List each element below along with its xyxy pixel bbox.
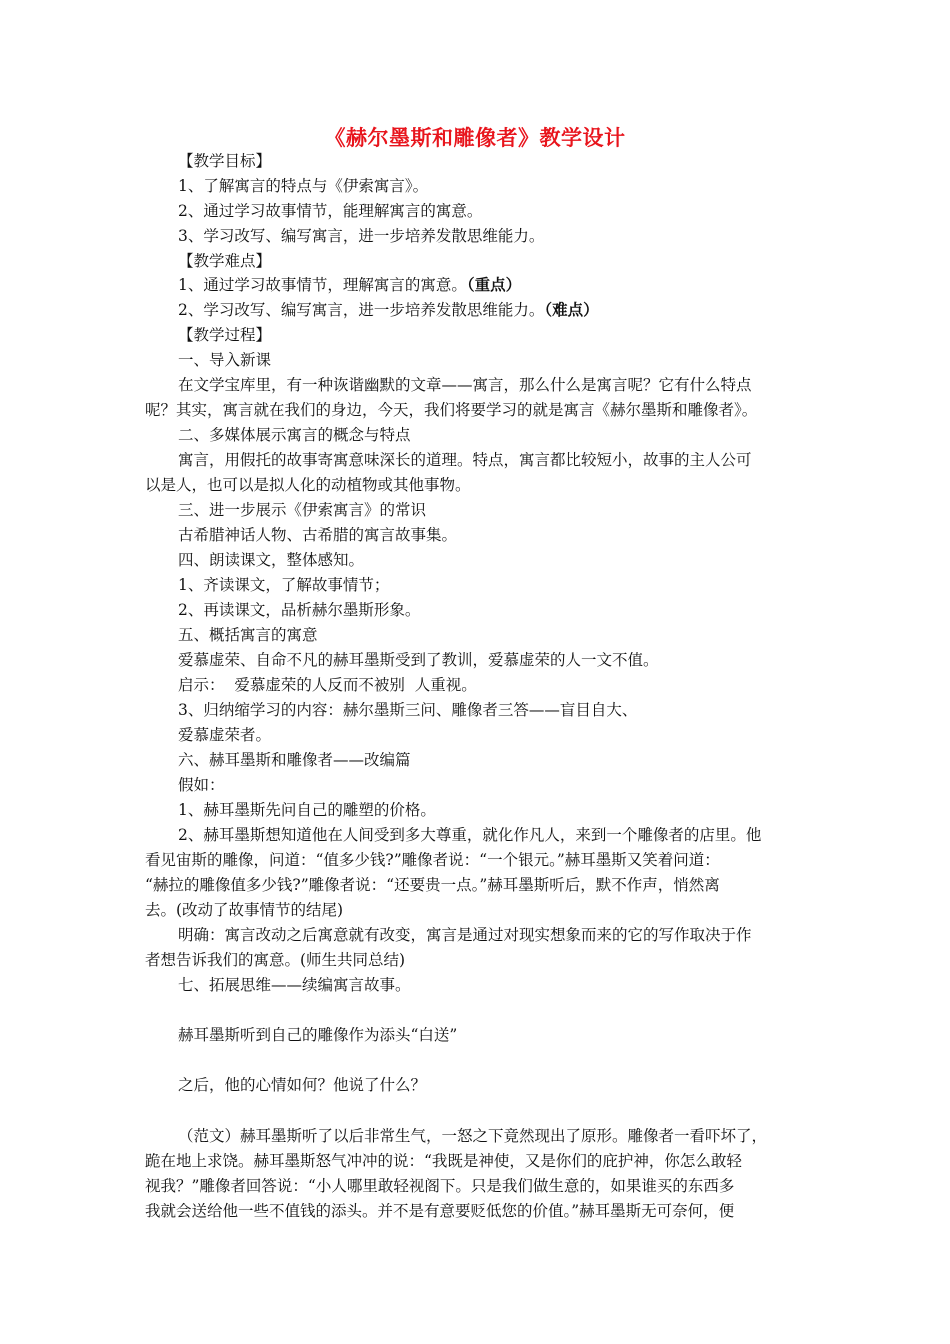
document-title: 《赫尔墨斯和雕像者》教学设计 bbox=[324, 125, 626, 150]
goal-3: 3、学习改写、编写寓言，进一步培养发散思维能力。 bbox=[178, 227, 545, 245]
difficulty-1-text: 1、通过学习故事情节，理解寓言的寓意。 bbox=[178, 276, 467, 294]
difficulty-2 bbox=[178, 300, 599, 320]
paragraph-line: 爱慕虚荣、自命不凡的赫耳墨斯受到了教训，爱慕虚荣的人一文不值。 bbox=[178, 651, 659, 669]
paragraph-line: 之后，他的心情如何？他说了什么？ bbox=[178, 1076, 427, 1094]
section-1-heading: 一、导入新课 bbox=[178, 351, 272, 369]
paragraph-line: 3、归纳缩学习的内容：赫尔墨斯三问、雕像者三答——盲目自大、 bbox=[178, 701, 638, 719]
paragraph-line: 在文学宝库里，有一种诙谐幽默的文章——寓言，那么什么是寓言呢？它有什么特点 bbox=[178, 376, 752, 394]
section-7-heading: 七、拓展思维——续编寓言故事。 bbox=[178, 976, 411, 994]
paragraph-line: 以是人，也可以是拟人化的动植物或其他事物。 bbox=[145, 476, 471, 494]
difficulty-1 bbox=[178, 275, 521, 295]
heading-teaching-process: 【教学过程】 bbox=[178, 326, 272, 344]
goal-2: 2、通过学习故事情节，能理解寓言的寓意。 bbox=[178, 202, 483, 220]
paragraph-line: “赫拉的雕像值多少钱?”雕像者说：“还要贵一点。”赫耳墨斯听后，默不作声，悄然离 bbox=[145, 876, 720, 894]
list-item: 1、齐读课文，了解故事情节； bbox=[178, 576, 390, 594]
paragraph-line: （范文）赫耳墨斯听了以后非常生气，一怒之下竟然现出了原形。雕像者一看吓坏了， bbox=[178, 1127, 768, 1145]
paragraph-line: 跪在地上求饶。赫耳墨斯怒气冲冲的说：“我既是神使，又是你们的庇护神，你怎么敢轻 bbox=[145, 1152, 742, 1170]
paragraph-line: 明确：寓言改动之后寓意就有改变，寓言是通过对现实想象而来的它的写作取决于作 bbox=[178, 926, 752, 944]
section-4-heading: 四、朗读课文，整体感知。 bbox=[178, 551, 365, 569]
paragraph-line: 我就会送给他一些不值钱的添头。并不是有意要贬低您的价值。”赫耳墨斯无可奈何，便 bbox=[145, 1202, 735, 1220]
paragraph-line: 古希腊神话人物、古希腊的寓言故事集。 bbox=[178, 526, 458, 544]
section-5-heading: 五、概括寓言的寓意 bbox=[178, 626, 318, 644]
paragraph-line: 去。(改动了故事情节的结尾) bbox=[145, 901, 344, 919]
paragraph-line: 视我？”雕像者回答说：“小人哪里敢轻视阁下。只是我们做生意的，如果谁买的东西多 bbox=[145, 1177, 735, 1195]
paragraph-line: 者想告诉我们的寓意。(师生共同总结) bbox=[145, 951, 406, 969]
paragraph-line: 赫耳墨斯听到自己的雕像作为添头“白送” bbox=[178, 1026, 458, 1044]
section-2-heading: 二、多媒体展示寓言的概念与特点 bbox=[178, 426, 411, 444]
paragraph-line: 启示： 爱慕虚荣的人反而不被别 人重视。 bbox=[178, 676, 477, 694]
paragraph-line: 爱慕虚荣者。 bbox=[178, 726, 272, 744]
paragraph-line: 假如： bbox=[178, 776, 225, 794]
paragraph-line: 2、赫耳墨斯想知道他在人间受到多大尊重，就化作凡人，来到一个雕像者的店里。他 bbox=[178, 826, 762, 844]
heading-teaching-difficulties: 【教学难点】 bbox=[178, 252, 272, 270]
difficulty-2-text: 2、学习改写、编写寓言，进一步培养发散思维能力。 bbox=[178, 301, 545, 319]
paragraph-line: 看见宙斯的雕像，问道：“值多少钱?”雕像者说：“一个银元。”赫耳墨斯又笑着问道： bbox=[145, 851, 720, 869]
paragraph-line: 呢？其实，寓言就在我们的身边，今天，我们将要学习的就是寓言《赫尔墨斯和雕像者》。 bbox=[145, 401, 758, 419]
key-point-tag: （重点） bbox=[466, 275, 522, 294]
section-3-heading: 三、进一步展示《伊索寓言》的常识 bbox=[178, 501, 427, 519]
heading-teaching-goals: 【教学目标】 bbox=[178, 152, 272, 170]
list-item: 1、赫耳墨斯先问自己的雕塑的价格。 bbox=[178, 801, 436, 819]
list-item: 2、再读课文，品析赫尔墨斯形象。 bbox=[178, 601, 421, 619]
goal-1: 1、了解寓言的特点与《伊索寓言》。 bbox=[178, 177, 429, 195]
paragraph-line: 寓言，用假托的故事寄寓意味深长的道理。特点，寓言都比较短小，故事的主人公可 bbox=[178, 451, 752, 469]
section-6-heading: 六、赫耳墨斯和雕像者——改编篇 bbox=[178, 751, 411, 769]
difficult-point-tag: （难点） bbox=[544, 300, 599, 319]
